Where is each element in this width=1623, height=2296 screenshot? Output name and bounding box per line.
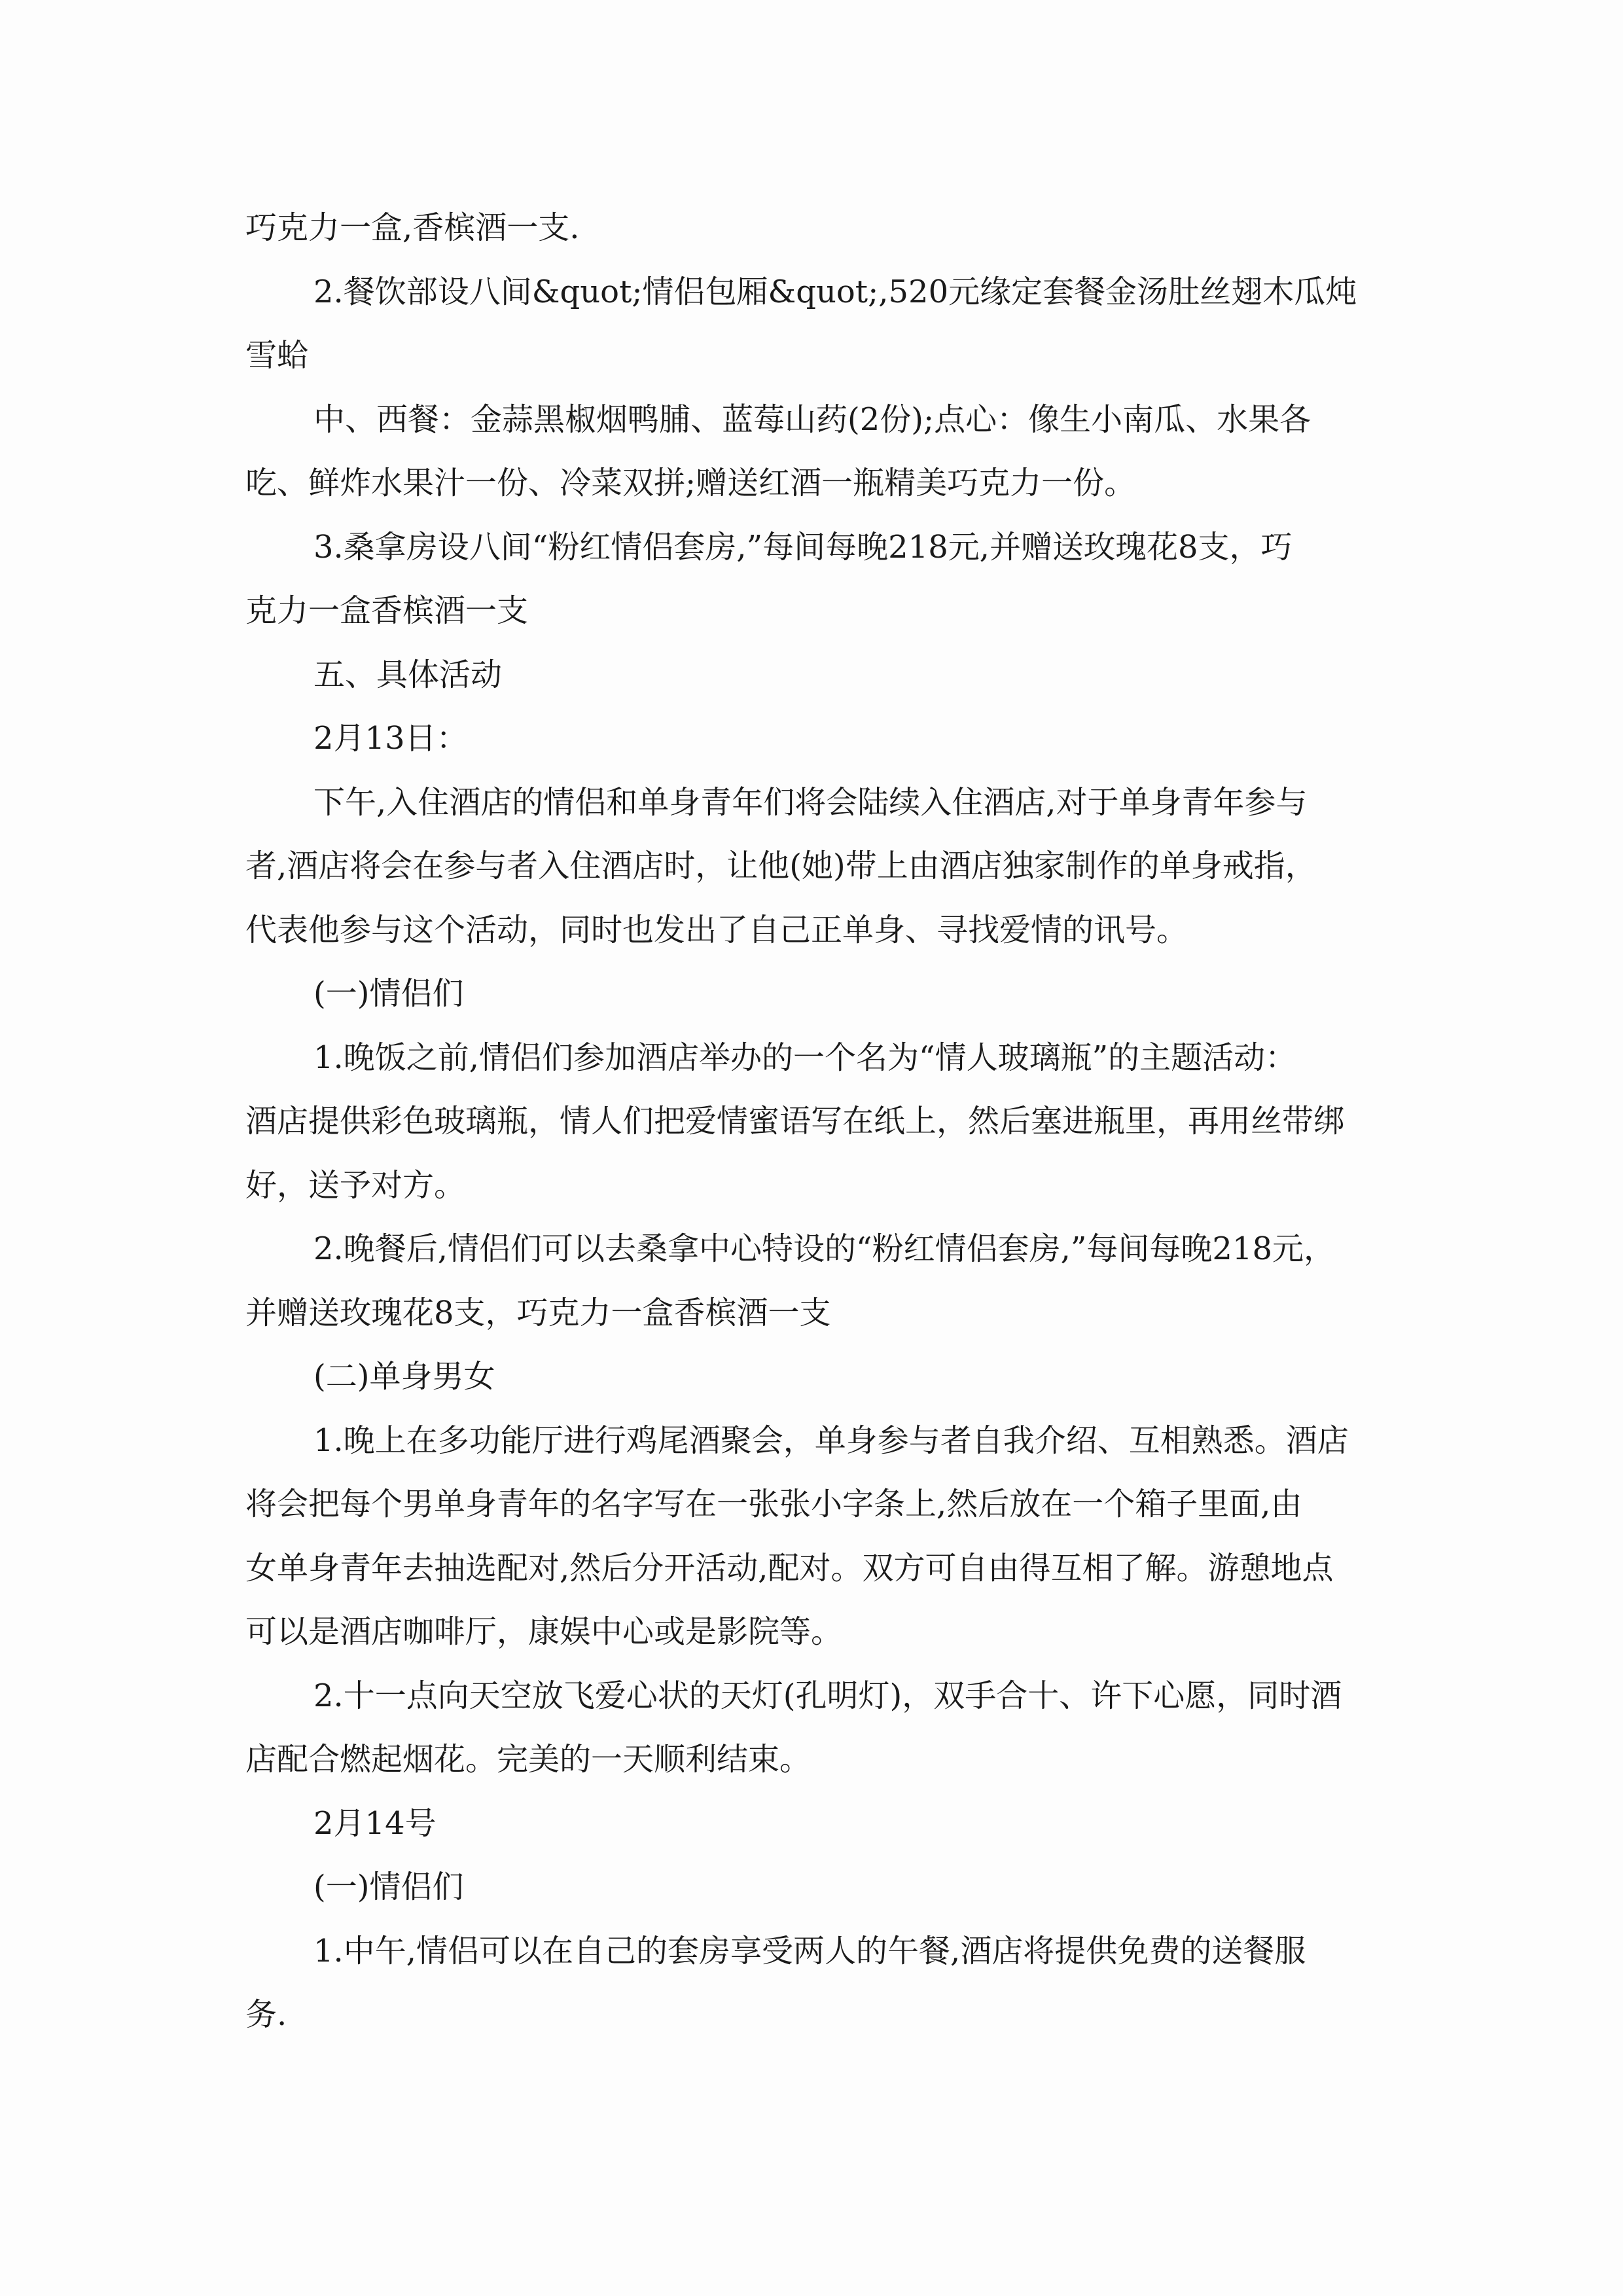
text-line: 1.晚上在多功能厅进行鸡尾酒聚会，单身参与者自我介绍、互相熟悉。酒店 — [313, 1422, 1349, 1459]
document-body — [245, 196, 1378, 2047]
text-line: 2.晚餐后,情侣们可以去桑拿中心特设的“粉红情侣套房,”每间每晚218元， — [313, 1230, 1336, 1267]
text-line: 2.餐饮部设八间&quot;情侣包厢&quot;,520元缘定套餐金汤肚丝翅木瓜炖 — [313, 273, 1357, 310]
text-line: 将会把每个男单身青年的名字写在一张张小字条上,然后放在一个箱子里面,由 — [245, 1486, 1302, 1522]
text-line: 3.桑拿房设八间“粉红情侣套房,”每间每晚218元,并赠送玫瑰花8支，巧 — [313, 528, 1293, 565]
text-line: 2月14号 — [313, 1804, 437, 1842]
text-line: 中、西餐：金蒜黑椒烟鸭脯、蓝莓山药(2份);点心：像生小南瓜、水果各 — [313, 401, 1311, 438]
text-line: 1.中午,情侣可以在自己的套房享受两人的午餐,酒店将提供免费的送餐服 — [313, 1932, 1306, 1969]
text-line: 吃、鲜炸水果汁一份、冷菜双拼;赠送红酒一瓶精美巧克力一份。 — [245, 465, 1136, 501]
text-line: 并赠送玫瑰花8支，巧克力一盒香槟酒一支 — [245, 1294, 831, 1331]
text-line: 雪蛤 — [245, 337, 309, 374]
text-line: 好，送予对方。 — [245, 1166, 466, 1204]
text-line: 店配合燃起烟花。完美的一天顺利结束。 — [245, 1741, 812, 1778]
text-line: 2月13日： — [313, 720, 468, 757]
text-line: 克力一盒香槟酒一支 — [245, 592, 529, 629]
text-line: (二)单身男女 — [313, 1358, 495, 1395]
text-line: 五、具体活动 — [313, 656, 503, 693]
text-line: 可以是酒店咖啡厅，康娱中心或是影院等。 — [245, 1613, 843, 1650]
text-line: (一)情侣们 — [313, 975, 464, 1012]
text-line: (一)情侣们 — [313, 1869, 464, 1905]
text-line: 代表他参与这个活动，同时也发出了自己正单身、寻找爱情的讯号。 — [245, 911, 1188, 948]
text-line: 巧克力一盒,香槟酒一支. — [245, 209, 580, 246]
text-line: 1.晚饭之前,情侣们参加酒店举办的一个名为“情人玻璃瓶”的主题活动： — [313, 1039, 1297, 1076]
text-line: 2.十一点向天空放飞爱心状的天灯(孔明灯)，双手合十、许下心愿，同时酒 — [313, 1677, 1342, 1714]
text-line: 者,酒店将会在参与者入住酒店时，让他(她)带上由酒店独家制作的单身戒指， — [245, 848, 1317, 884]
text-line: 酒店提供彩色玻璃瓶，情人们把爱情蜜语写在纸上，然后塞进瓶里，再用丝带绑 — [245, 1103, 1346, 1139]
text-line: 女单身青年去抽选配对,然后分开活动,配对。双方可自由得互相了解。游憩地点 — [245, 1549, 1334, 1587]
text-line: 务. — [245, 1996, 287, 2033]
text-line: 下午,入住酒店的情侣和单身青年们将会陆续入住酒店,对于单身青年参与 — [313, 783, 1308, 821]
